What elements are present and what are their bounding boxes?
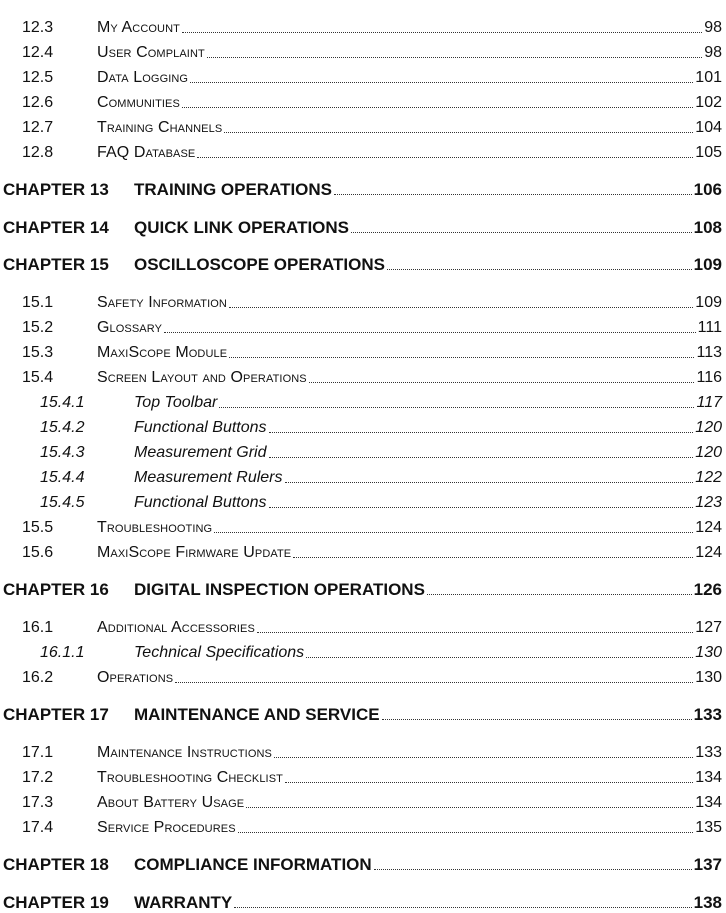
section-entry[interactable]	[0, 43, 722, 63]
dot-leader	[269, 432, 694, 433]
dot-leader	[246, 807, 693, 808]
page-number: 120	[695, 444, 722, 461]
section-entry[interactable]	[0, 318, 722, 338]
page-number: 130	[695, 644, 722, 661]
dot-leader	[229, 307, 693, 308]
section-entry[interactable]	[0, 668, 722, 688]
dot-leader	[257, 632, 693, 633]
entry-title: FAQ Database	[97, 144, 196, 161]
entry-title: QUICK LINK OPERATIONS	[134, 218, 350, 237]
entry-number: CHAPTER 18	[3, 855, 109, 874]
page-number: 101	[695, 69, 722, 86]
chapter-entry[interactable]	[0, 580, 722, 600]
entry-number: 12.5	[22, 69, 54, 86]
entry-number: 17.4	[22, 819, 54, 836]
entry-title: Functional Buttons	[134, 419, 267, 436]
page-number: 123	[695, 494, 722, 511]
dot-leader	[219, 407, 694, 408]
entry-number: 12.8	[22, 144, 54, 161]
entry-title: OSCILLOSCOPE OPERATIONS	[134, 255, 385, 274]
page-number: 108	[693, 218, 722, 237]
subsection-entry[interactable]	[0, 418, 722, 438]
entry-title: Additional Accessories	[97, 619, 255, 636]
dot-leader	[351, 232, 692, 233]
chapter-entry[interactable]	[0, 705, 722, 725]
page-number: 111	[697, 319, 722, 336]
dot-leader	[182, 107, 693, 108]
subsection-entry[interactable]	[0, 468, 722, 488]
entry-number: 16.2	[22, 669, 54, 686]
page-number: 137	[693, 855, 722, 874]
entry-number: 12.7	[22, 119, 54, 136]
page-number: 120	[695, 419, 722, 436]
page-number: 104	[695, 119, 722, 136]
entry-title: Data Logging	[97, 69, 189, 86]
dot-leader	[214, 532, 693, 533]
page-number: 135	[695, 819, 722, 836]
section-entry[interactable]	[0, 818, 722, 838]
entry-title: COMPLIANCE INFORMATION	[134, 855, 372, 874]
entry-number: 15.5	[22, 519, 54, 536]
page-number: 116	[696, 369, 722, 386]
entry-title: User Complaint	[97, 44, 205, 61]
entry-title: Screen Layout and Operations	[97, 369, 307, 386]
entry-number: 12.4	[22, 44, 54, 61]
page-number: 117	[696, 394, 722, 411]
page-number: 124	[695, 519, 722, 536]
section-entry[interactable]	[0, 543, 722, 563]
entry-title: MaxiScope Module	[97, 344, 228, 361]
entry-title: Operations	[97, 669, 174, 686]
section-entry[interactable]	[0, 118, 722, 138]
page-number: 133	[693, 705, 722, 724]
entry-number: CHAPTER 17	[3, 705, 109, 724]
entry-title: MaxiScope Firmware Update	[97, 544, 292, 561]
dot-leader	[274, 757, 693, 758]
subsection-entry[interactable]	[0, 393, 722, 413]
entry-number: 15.4.5	[40, 494, 85, 511]
section-entry[interactable]	[0, 18, 722, 38]
page-number: 130	[695, 669, 722, 686]
page-number: 109	[695, 294, 722, 311]
entry-number: 16.1.1	[40, 644, 85, 661]
entry-title: Functional Buttons	[134, 494, 267, 511]
dot-leader	[269, 457, 694, 458]
page-number: 98	[704, 44, 722, 61]
entry-title: My Account	[97, 19, 180, 36]
subsection-entry[interactable]	[0, 493, 722, 513]
entry-title: Safety Information	[97, 294, 227, 311]
page-number: 106	[693, 180, 722, 199]
page-number: 134	[695, 769, 722, 786]
entry-number: 15.1	[22, 294, 54, 311]
entry-title: Communities	[97, 94, 180, 111]
entry-title: Service Procedures	[97, 819, 236, 836]
dot-leader	[387, 269, 692, 270]
page-number: 134	[695, 794, 722, 811]
entry-number: 15.3	[22, 344, 54, 361]
dot-leader	[238, 832, 694, 833]
dot-leader	[190, 82, 693, 83]
entry-title: MAINTENANCE AND SERVICE	[134, 705, 380, 724]
page-number: 105	[695, 144, 722, 161]
page-number: 109	[693, 255, 722, 274]
entry-title: Measurement Rulers	[134, 469, 283, 486]
entry-title: WARRANTY	[134, 893, 233, 912]
dot-leader	[175, 682, 693, 683]
dot-leader	[229, 357, 694, 358]
page-number: 127	[695, 619, 722, 636]
subsection-entry[interactable]	[0, 443, 722, 463]
page-number: 102	[695, 94, 722, 111]
dot-leader	[427, 594, 692, 595]
entry-title: Troubleshooting Checklist	[97, 769, 283, 786]
entry-title: About Battery Usage	[97, 794, 245, 811]
dot-leader	[269, 507, 694, 508]
section-entry[interactable]	[0, 143, 722, 163]
dot-leader	[382, 719, 692, 720]
entry-title: Top Toolbar	[134, 394, 218, 411]
entry-title: Measurement Grid	[134, 444, 267, 461]
chapter-entry[interactable]	[0, 218, 722, 238]
entry-number: 15.4.3	[40, 444, 85, 461]
section-entry[interactable]	[0, 368, 722, 388]
section-entry[interactable]	[0, 743, 722, 763]
page-number: 138	[693, 893, 722, 912]
section-entry[interactable]	[0, 768, 722, 788]
entry-title: Troubleshooting	[97, 519, 213, 536]
section-entry[interactable]	[0, 618, 722, 638]
entry-number: CHAPTER 19	[3, 893, 109, 912]
entry-title: TRAINING OPERATIONS	[134, 180, 333, 199]
page-number: 113	[696, 344, 722, 361]
page-number: 122	[695, 469, 722, 486]
entry-number: 15.4.1	[40, 394, 85, 411]
page-number: 98	[704, 19, 722, 36]
dot-leader	[293, 557, 693, 558]
entry-title: Training Channels	[97, 119, 223, 136]
entry-number: 12.6	[22, 94, 54, 111]
entry-number: 12.3	[22, 19, 54, 36]
page-number: 133	[695, 744, 722, 761]
entry-number: 17.2	[22, 769, 54, 786]
entry-title: Maintenance Instructions	[97, 744, 272, 761]
page-number: 124	[695, 544, 722, 561]
chapter-entry[interactable]	[0, 893, 722, 913]
entry-number: CHAPTER 15	[3, 255, 109, 274]
dot-leader	[207, 57, 702, 58]
section-entry[interactable]	[0, 793, 722, 813]
chapter-entry[interactable]	[0, 855, 722, 875]
entry-title: DIGITAL INSPECTION OPERATIONS	[134, 580, 425, 599]
entry-number: CHAPTER 16	[3, 580, 109, 599]
dot-leader	[224, 132, 693, 133]
dot-leader	[309, 382, 695, 383]
entry-number: 17.1	[22, 744, 54, 761]
page-number: 126	[693, 580, 722, 599]
entry-number: 15.4	[22, 369, 54, 386]
entry-number: 17.3	[22, 794, 54, 811]
dot-leader	[374, 869, 692, 870]
entry-number: 15.2	[22, 319, 54, 336]
entry-number: 15.4.4	[40, 469, 85, 486]
dot-leader	[182, 32, 702, 33]
dot-leader	[234, 907, 691, 908]
section-entry[interactable]	[0, 518, 722, 538]
section-entry[interactable]	[0, 93, 722, 113]
entry-number: CHAPTER 13	[3, 180, 109, 199]
dot-leader	[306, 657, 693, 658]
entry-number: CHAPTER 14	[3, 218, 109, 237]
dot-leader	[285, 782, 693, 783]
entry-number: 16.1	[22, 619, 54, 636]
entry-title: Glossary	[97, 319, 163, 336]
dot-leader	[164, 332, 696, 333]
chapter-entry[interactable]	[0, 255, 722, 275]
section-entry[interactable]	[0, 343, 722, 363]
entry-title: Technical Specifications	[134, 644, 305, 661]
dot-leader	[197, 157, 693, 158]
entry-number: 15.4.2	[40, 419, 85, 436]
dot-leader	[285, 482, 694, 483]
chapter-entry[interactable]	[0, 180, 722, 200]
section-entry[interactable]	[0, 68, 722, 88]
dot-leader	[334, 194, 692, 195]
section-entry[interactable]	[0, 293, 722, 313]
subsection-entry[interactable]	[0, 643, 722, 663]
entry-number: 15.6	[22, 544, 54, 561]
